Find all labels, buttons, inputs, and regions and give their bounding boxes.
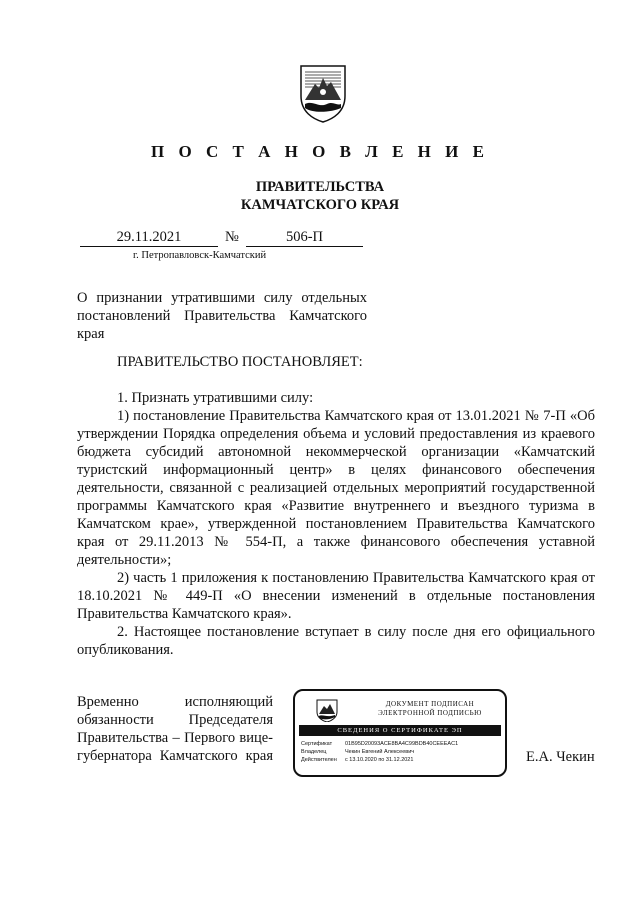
kamchatka-emblem-small-icon (315, 698, 339, 722)
document-subject: О признании утратившими силу отдельных постановлений Правительства Камчатского края (77, 290, 367, 342)
stamp-line-2: ЭЛЕКТРОННОЙ ПОДПИСЬЮ (378, 709, 482, 717)
paragraph: 2) часть 1 приложения к постановлению Правительства Камчатского края от 18.10.2021 № 449-П «О внесении изменений в отдельные постановления Правительства Камчатского края». (77, 570, 595, 622)
stamp-line-1: ДОКУМЕНТ ПОДПИСАН (385, 700, 475, 708)
issuer-line-2: КАМЧАТСКОГО КРАЯ (240, 197, 400, 213)
stamp-row-label: Сертификат (301, 741, 333, 747)
document-type: П О С Т А Н О В Л Е Н И Е (151, 142, 489, 161)
issuer-line-1: ПРАВИТЕЛЬСТВА (255, 179, 385, 195)
stamp-heading (355, 700, 505, 718)
paragraph: 2. Настоящее постановление вступает в силу после дня его официального опубликования. (77, 624, 595, 658)
stamp-row-value: 01B95D20093ACE8BA4C99BDB40CEEEAC1 (345, 741, 459, 747)
paragraph: 1. Признать утратившими силу: (117, 390, 314, 406)
issuer-name (0, 178, 640, 214)
number-sign: № (225, 229, 239, 245)
city: г. Петропавловск-Камчатский (133, 250, 267, 261)
stamp-row (301, 748, 503, 756)
stamp-row (301, 740, 503, 748)
stamp-row (301, 756, 503, 764)
signer-name: Е.А. Чекин (526, 749, 595, 765)
document-date: 29.11.2021 (80, 229, 218, 247)
stamp-row-label: Владелец (301, 749, 327, 755)
stamp-row-value: Чекин Евгений Алексеевич (345, 749, 415, 755)
resolves-heading: ПРАВИТЕЛЬСТВО ПОСТАНОВЛЯЕТ: (117, 354, 363, 370)
stamp-row-value: с 13.10.2020 по 31.12.2021 (345, 757, 414, 763)
signatory-title: Временно исполняющий обязанности Председателя Правительства – Первого вице-губернатора Камчатского края (77, 694, 273, 764)
paragraph: 1) постановление Правительства Камчатского края от 13.01.2021 № 7-П «Об утверждении Порядка определения объема и условий предоставления из краевого бюджета субсидий автономной некоммерческой организации «Камчатский туристский информационный центр» в целях финансового обеспечения деятельности, связанной с реализацией отдельных мероприятий государственной программы Камчатского края «Развитие внутреннего и въездного туризма в Камчатском крае», утвержденной постановлением Правительства Камчатского края от 29.11.2013 № 554-П, а также финансового обеспечения уставной деятельности»; (77, 408, 595, 568)
stamp-details (301, 740, 503, 764)
electronic-signature-stamp (293, 689, 507, 777)
kamchatka-coat-of-arms-icon (297, 62, 349, 124)
document-number: 506-П (246, 229, 363, 247)
stamp-certificate-bar: СВЕДЕНИЯ О СЕРТИФИКАТЕ ЭП (299, 725, 501, 736)
stamp-row-label: Действителен (301, 757, 337, 763)
document-body (77, 389, 595, 659)
